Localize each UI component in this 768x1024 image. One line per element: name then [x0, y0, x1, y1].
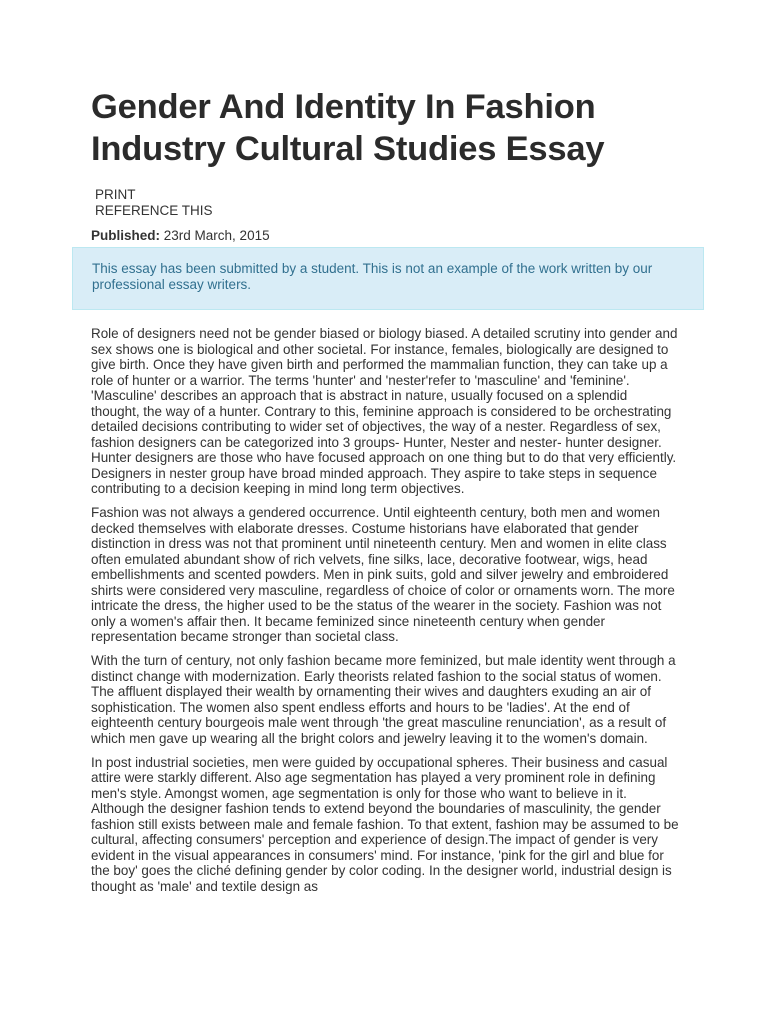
essay-body: [91, 326, 679, 903]
reference-this-link[interactable]: REFERENCE THIS: [95, 203, 213, 218]
published-date: 23rd March, 2015: [163, 228, 270, 243]
essay-paragraph: With the turn of century, not only fashion became more feminized, but male identity went through a distinct change with modernization. Early theorists related fashion to the social status of women. The affluent displayed their wealth by ornamenting their wives and daughters exuding an air of sophistication. The women also spent endless efforts and hours to be 'ladies'. At the end of eighteenth century bourgeois male went through 'the great masculine renunciation', as a result of which men gave up wearing all the bright colors and jewelry leaving it to the women's domain.: [91, 653, 676, 746]
student-essay-notice: This essay has been submitted by a student. This is not an example of the work written by our professional essay writers.: [72, 247, 704, 310]
essay-paragraph: Fashion was not always a gendered occurrence. Until eighteenth century, both men and women decked themselves with elaborate dresses. Costume historians have elaborated that gender distinction in dress was not that prominent until nineteenth century. Men and women in elite class often emulated abundant show of rich velvets, fine silks, lace, decorative footwear, wigs, head embellishments and scented powders. Men in pink suits, gold and silver jewelry and embroidered shirts were considered very masculine, regardless of choice of color or ornaments worn. The more intricate the dress, the higher used to be the status of the wearer in the society. Fashion was not only a women's affair then. It became feminized since nineteenth century when gender representation became stronger than societal class.: [91, 505, 675, 644]
published-label: Published:: [91, 228, 161, 243]
essay-paragraph: Role of designers need not be gender biased or biology biased. A detailed scrutiny into gender and sex shows one is biological and other societal. For instance, females, biologically are designed to give birth. Once they have given birth and performed the mammalian function, they can take up a role of hunter or a warrior. The terms 'hunter' and 'nester'refer to 'masculine' and 'feminine'. 'Masculine' describes an approach that is abstract in nature, usually focused on a splendid thought, the way of a hunter. Contrary to this, feminine approach is considered to be orchestrating detailed decisions contributing to wider set of objectives, the way of a nester. Regardless of sex, fashion designers can be categorized into 3 groups- Hunter, Nester and nester- hunter designer. Hunter designers are those who have focused approach on one thing but to do that very efficiently. Designers in nester group have broad minded approach. They aspire to take steps in sequence contributing to a decision keeping in mind long term objectives.: [91, 326, 678, 496]
essay-paragraph: In post industrial societies, men were guided by occupational spheres. Their business and casual attire were starkly different. Also age segmentation has played a very prominent role in defining men's style. Amongst women, age segmentation is only for those who want to believe in it. Although the designer fashion tends to extend beyond the boundaries of masculinity, the gender fashion still exists between male and female fashion. To that extent, fashion may be assumed to be cultural, affecting consumers' perception and experience of design.The impact of gender is very evident in the visual appearances in consumers' mind. For instance, 'pink for the girl and blue for the boy' goes the cliché defining gender by color coding. In the designer world, industrial design is thought as 'male' and textile design as: [91, 754, 679, 894]
essay-page: [91, 86, 681, 894]
article-actions: [95, 187, 681, 219]
page-title: Gender And Identity In Fashion Industry Cultural Studies Essay: [91, 88, 605, 168]
published-line: [91, 228, 681, 244]
print-link[interactable]: PRINT: [95, 187, 136, 202]
